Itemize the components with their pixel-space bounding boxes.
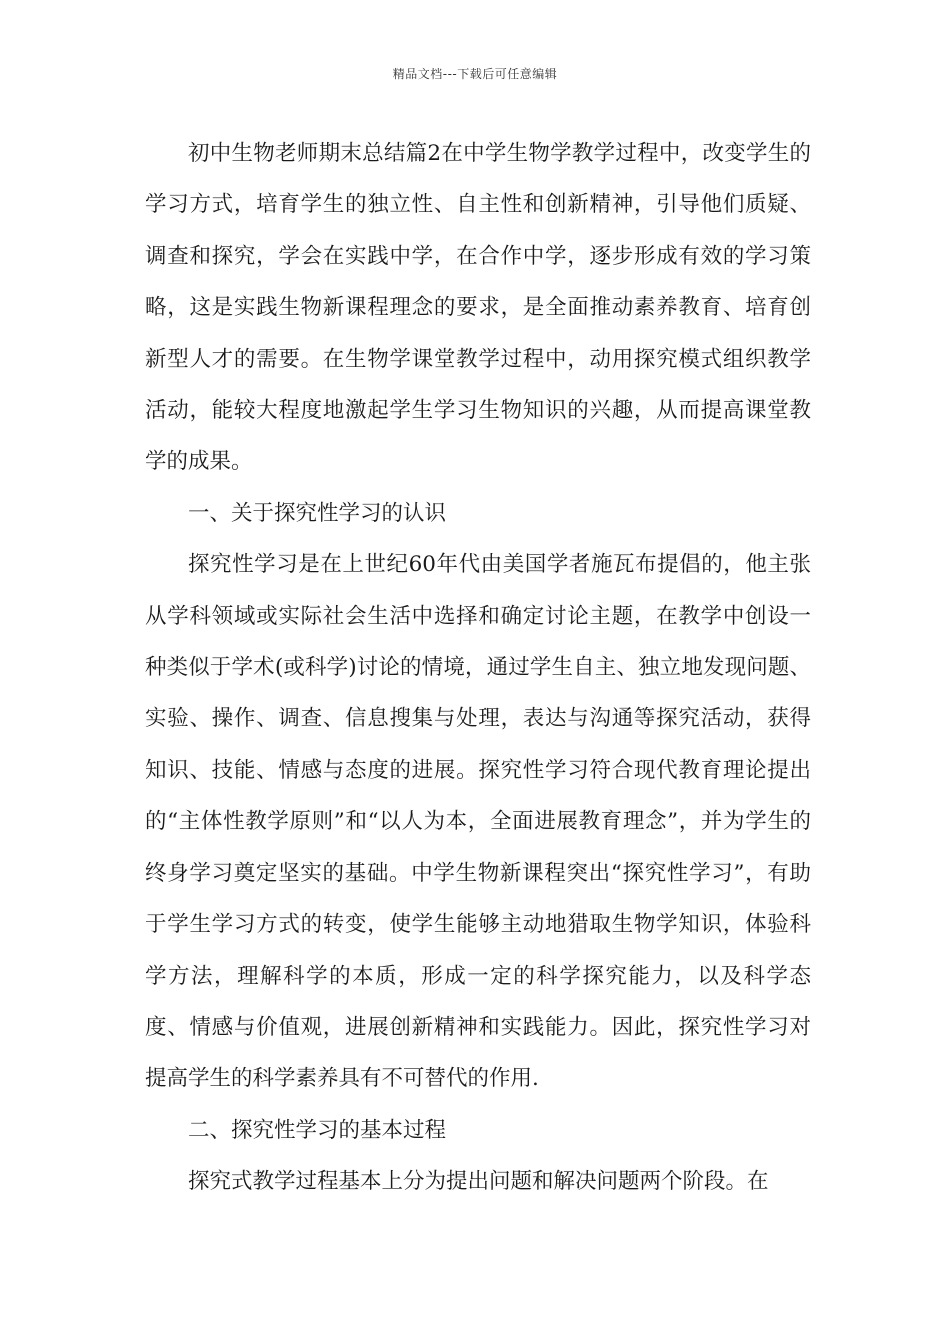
section-heading-1: 一、关于探究性学习的认识	[188, 500, 447, 526]
document-body	[145, 128, 811, 1208]
section-heading-2: 二、探究性学习的基本过程	[188, 1117, 447, 1143]
paragraph-process: 探究式教学过程基本上分为提出问题和解决问题两个阶段。在	[188, 1169, 769, 1195]
page-header: 精品文档---下载后可任意编辑	[392, 67, 558, 81]
paragraph-intro: 初中生物老师期末总结篇2在中学生物学教学过程中，改变学生的学习方式，培育学生的独立性、自主性和创新精神，引导他们质疑、调查和探究，学会在实践中学，在合作中学，逐步形成有效的学习策略，这是实践生物新课程理念的要求，是全面推动素养教育、培育创新型人才的需要。在生物学课堂教学过程中，动用探究模式组织教学活动，能较大程度地激起学生学习生物知识的兴趣，从而提高课堂教学的成果。	[145, 141, 811, 475]
paragraph-inquiry-learning: 探究性学习是在上世纪60年代由美国学者施瓦布提倡的，他主张从学科领域或实际社会生活中选择和确定讨论主题，在教学中创设一种类似于学术(或科学)讨论的情境，通过学生自主、独立地发现问题、实验、操作、调查、信息搜集与处理，表达与沟通等探究活动，获得知识、技能、情感与态度的进展。探究性学习符合现代教育理论提出的“主体性教学原则”和“以人为本，全面进展教育理念”，并为学生的终身学习奠定坚实的基础。中学生物新课程突出“探究性学习”，有助于学生学习方式的转变，使学生能够主动地猎取生物学知识，体验科学方法，理解科学的本质，形成一定的科学探究能力，以及科学态度、情感与价值观，进展创新精神和实践能力。因此，探究性学习对提高学生的科学素养具有不可替代的作用.	[145, 552, 811, 1092]
